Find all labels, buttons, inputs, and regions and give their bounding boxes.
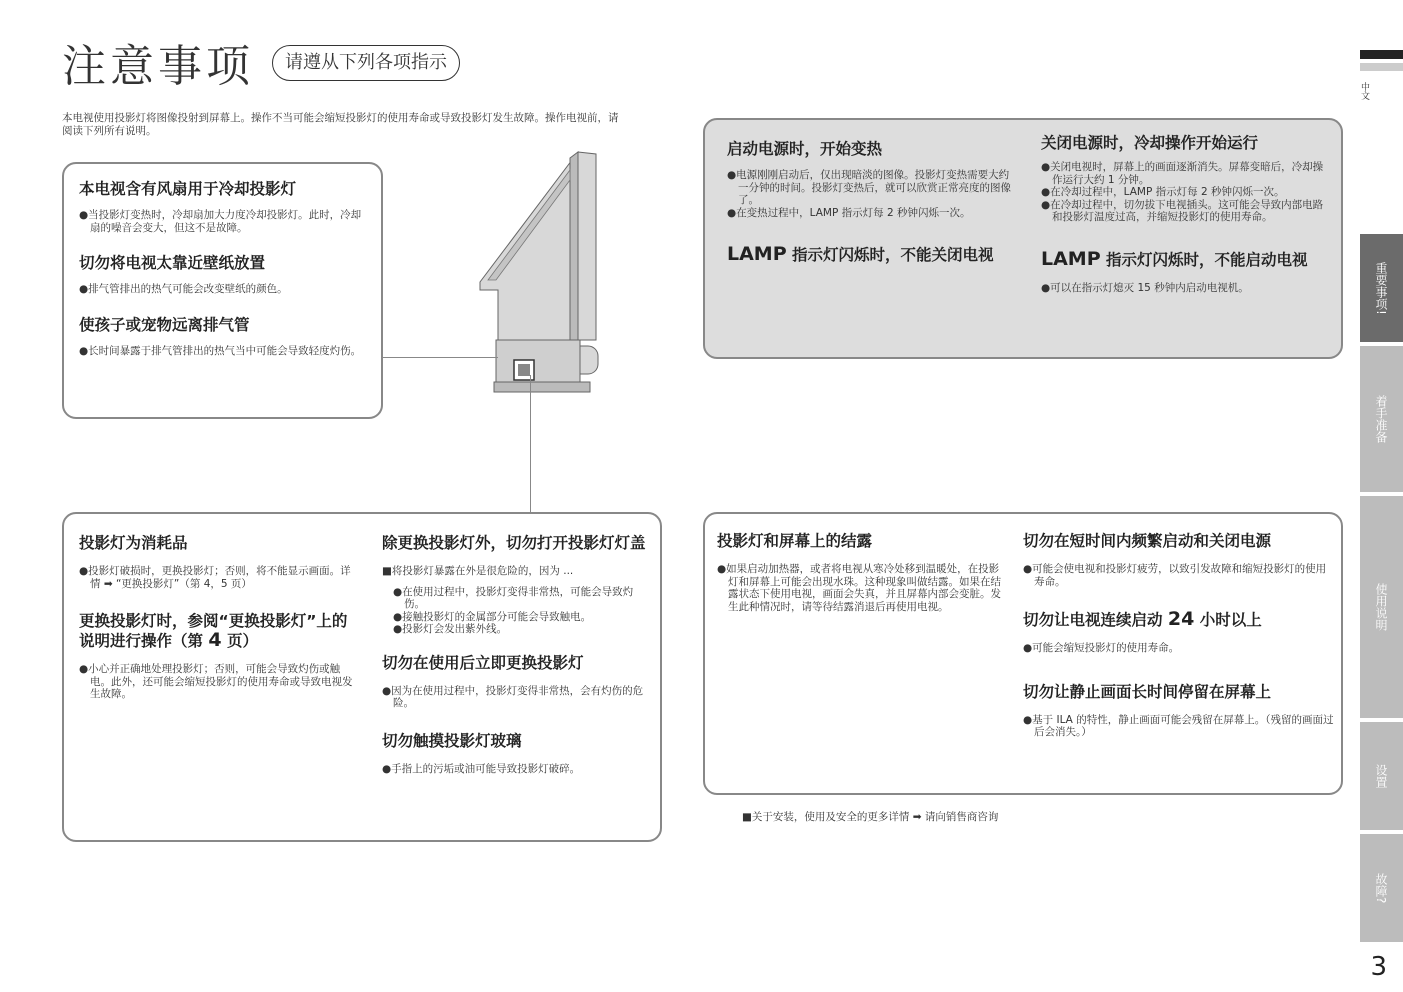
fan-heading: 本电视含有风扇用于冷却投影灯 [79, 180, 297, 198]
tab-troubleshooting[interactable]: 故障? [1360, 834, 1403, 942]
warmup-heading: 启动电源时，开始变热 [727, 140, 883, 158]
glass-heading: 切勿触摸投影灯玻璃 [382, 731, 522, 750]
tab-important[interactable]: 重要事项! [1360, 234, 1403, 342]
warmup-text-b: ●在变热过程中，LAMP 指示灯每 2 秒钟闪烁一次。 [727, 206, 971, 219]
lamp-off-heading: LAMP 指示灯闪烁时，不能关闭电视 [727, 243, 994, 265]
cover-heading: 除更换投影灯外，切勿打开投影灯灯盖 [382, 534, 646, 552]
frequent-power-heading: 切勿在短时间内频繁启动和关闭电源 [1023, 532, 1272, 550]
power-notice-box [703, 118, 1343, 359]
cover-text-c: ●投影灯会发出紫外线。 [393, 623, 508, 635]
tv-side-illustration [478, 150, 602, 400]
warmup-text-a: ●电源刚刚启动后，仅出现暗淡的图像。投影灯变热需要大约一分钟的时间。投影灯变热后，就可以欣赏正常亮度的图像了。 [727, 169, 1011, 206]
intro-text: 本电视使用投影灯将图像投射到屏幕上。操作不当可能会缩短投影灯的使用寿命或导致投影灯发生故障。操作电视前，请阅读下列所有说明。 [62, 112, 619, 137]
tab-settings[interactable]: 设置 [1360, 722, 1403, 830]
footer-note: ■关于安装，使用及安全的更多详情 ➡ 请向销售商咨询 [742, 811, 999, 823]
cooldown-text-a: ●关闭电视时，屏幕上的画面逐渐消失。屏幕变暗后，冷却操作运行大约 1 分钟。 [1041, 161, 1324, 186]
cooldown-heading: 关闭电源时，冷却操作开始运行 [1041, 134, 1259, 152]
continuous-heading: 切勿让电视连续启动 24 小时以上 [1023, 608, 1262, 630]
connector-line-left [382, 357, 498, 358]
condensation-text: ●如果启动加热器，或者将电视从寒冷处移到温暖处，在投影灯和屏幕上可能会出现水珠。这种现象叫做结露。如果在结露状态下使用电视，画面会失真，并且屏幕内部会变脏。发生此种情况时，请等待结露消退后再使用电视。 [717, 563, 1001, 613]
still-image-heading: 切勿让静止画面长时间停留在屏幕上 [1023, 682, 1272, 701]
language-label: 中文 [1359, 82, 1369, 100]
replace-heading: 更换投影灯时，参阅“更换投影灯”上的说明进行操作（第 4 页） [79, 612, 348, 651]
tab-usage[interactable]: 使用说明 [1360, 496, 1403, 718]
lamp-on-text: ●可以在指示灯熄灭 15 秒钟内启动电视机。 [1041, 281, 1249, 294]
children-text: ●长时间暴露于排气管排出的热气当中可能会导致轻度灼伤。 [79, 344, 362, 357]
corner-bar-dark [1360, 50, 1403, 59]
condensation-notice-box [703, 512, 1343, 795]
consumable-heading: 投影灯为消耗品 [79, 534, 188, 552]
replace-text: ●小心并正确地处理投影灯；否则，可能会导致灼伤或触电。此外，还可能会缩短投影灯的使用寿命或导致电视发生故障。 [79, 663, 353, 700]
cooldown-text-b: ●在冷却过程中，LAMP 指示灯每 2 秒钟闪烁一次。 [1041, 186, 1285, 198]
wallpaper-text: ●排气管排出的热气可能会改变壁纸的颜色。 [79, 283, 288, 295]
cover-text-a: ●在使用过程中，投影灯变得非常热，可能会导致灼伤。 [393, 585, 634, 610]
after-use-heading: 切勿在使用后立即更换投影灯 [382, 653, 584, 672]
consumable-text: ●投影灯破损时，更换投影灯；否则，将不能显示画面。详情 ➡ “更换投影灯”（第 4，5 页） [79, 565, 351, 590]
page-subtitle: 请遵从下列各项指示 [272, 45, 460, 81]
page-number: 3 [1370, 952, 1387, 982]
cover-text: ■将投影灯暴露在外是很危险的，因为 ... [382, 565, 574, 577]
cooldown-text-c: ●在冷却过程中，切勿拔下电视插头。这可能会导致内部电路和投影灯温度过高，并缩短投影灯的使用寿命。 [1041, 198, 1324, 223]
glass-text: ●手指上的污垢或油可能导致投影灯破碎。 [382, 762, 581, 775]
fan-notice-box [62, 162, 383, 419]
frequent-power-text: ●可能会使电视和投影灯疲劳，以致引发故障和缩短投影灯的使用寿命。 [1023, 563, 1327, 588]
cover-text-b: ●接触投影灯的金属部分可能会导致触电。 [393, 610, 592, 623]
lamp-on-heading: LAMP 指示灯闪烁时，不能启动电视 [1041, 247, 1308, 270]
condensation-heading: 投影灯和屏幕上的结露 [717, 532, 873, 550]
continuous-text: ●可能会缩短投影灯的使用寿命。 [1023, 642, 1180, 654]
connector-line-down [530, 375, 531, 512]
after-use-text: ●因为在使用过程中，投影灯变得非常热，会有灼伤的危险。 [382, 684, 644, 709]
tab-preparation[interactable]: 着手准备 [1360, 346, 1403, 492]
still-image-text: ●基于 ILA 的特性，静止画面可能会残留在屏幕上。（残留的画面过后会消失。） [1023, 713, 1334, 738]
lamp-notice-box [62, 512, 662, 842]
fan-text: ●当投影灯变热时，冷却扇加大力度冷却投影灯。此时，冷却扇的噪音会变大，但这不是故障。 [79, 209, 362, 234]
page-title: 注意事项 [62, 41, 254, 92]
children-heading: 使孩子或宠物远离排气管 [79, 315, 250, 334]
corner-bar-light [1360, 63, 1403, 71]
wallpaper-heading: 切勿将电视太靠近壁纸放置 [79, 254, 266, 272]
